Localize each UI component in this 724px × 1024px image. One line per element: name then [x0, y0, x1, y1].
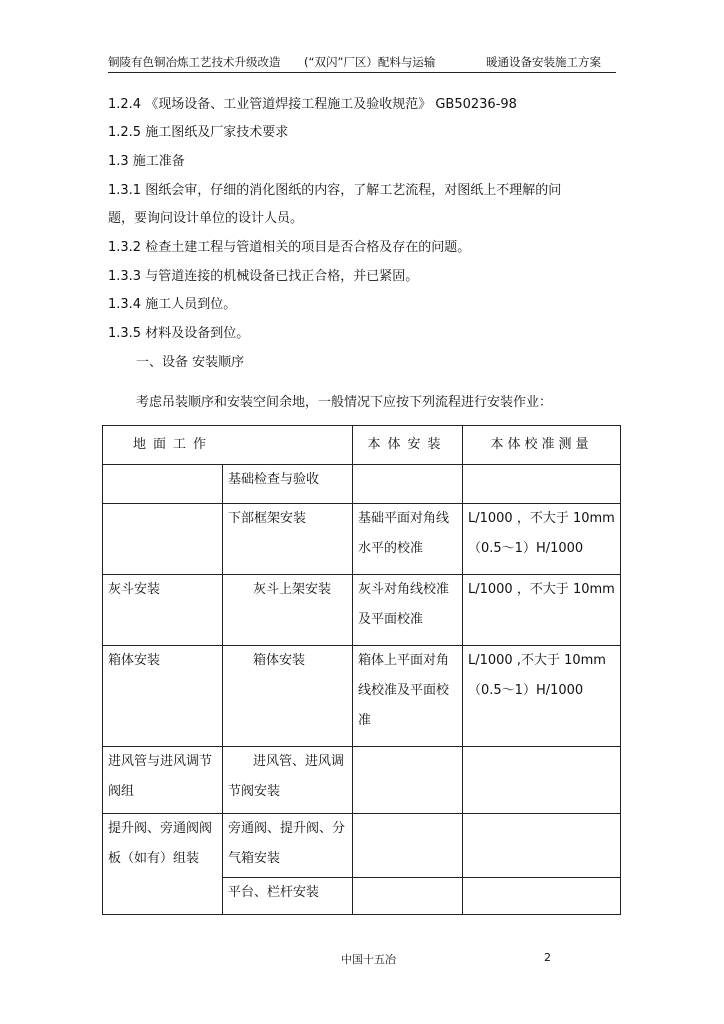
table-row [103, 814, 621, 878]
cell-install: 箱体安装 [223, 646, 353, 747]
clause-1-3-1: 1.3.1 图纸会审，仔细的消化图纸的内容，了解工艺流程，对图纸上不理解的问 [108, 183, 562, 198]
cell-ground: 箱体安装 [103, 646, 223, 747]
cell-calib [353, 465, 463, 504]
cell-measure [463, 465, 621, 504]
cell-install: 旁通阀、提升阀、分气箱安装 [223, 814, 353, 878]
cell-measure [463, 747, 621, 814]
cell-measure [463, 877, 621, 914]
cell-ground [103, 465, 223, 504]
cell-calib: 箱体上平面对角线校准及平面校准 [353, 646, 463, 747]
cell-measure: L/1000 ，不大于 10mm [463, 575, 621, 646]
cell-calib [353, 814, 463, 878]
footer-company: 中国十五冶 [341, 953, 396, 966]
clause-1-3-3: 1.3.3 与管道连接的机械设备已找正合格，并已紧固。 [108, 269, 419, 284]
header-doc-title: 暖通设备安装施工方案 [486, 55, 601, 69]
clause-1-3-4: 1.3.4 施工人员到位。 [108, 297, 237, 312]
header-body-install: 本体安装 [353, 426, 463, 465]
cell-ground: 提升阀、旁通阀阀板（如有）组装 [103, 814, 223, 915]
intro-paragraph: 考虑吊装顺序和安装空间余地，一般情况下应按下列流程进行安装作业： [136, 395, 553, 410]
clause-1-3-1-cont: 题，要询问设计单位的设计人员。 [108, 211, 304, 226]
cell-install: 平台、栏杆安装 [223, 877, 353, 914]
cell-install: 进风管、进风调节阀安装 [223, 747, 353, 814]
cell-calib: 基础平面对角线水平的校准 [353, 504, 463, 575]
header-body-calibration: 本体校准测量 [463, 426, 621, 465]
cell-install: 灰斗上架安装 [223, 575, 353, 646]
clause-1-3-2: 1.3.2 检查土建工程与管道相关的项目是否合格及存在的问题。 [108, 240, 471, 255]
table-row [103, 646, 621, 747]
page-header [108, 52, 616, 73]
cell-measure: L/1000 ,不大于 10mm（0.5～1）H/1000 [463, 646, 621, 747]
clause-1-2-5: 1.2.5 施工图纸及厂家技术要求 [108, 125, 289, 140]
cell-ground: 进风管与进风调节阀组 [103, 747, 223, 814]
header-ground-work: 地面工作 [103, 426, 353, 465]
table-header-row [103, 426, 621, 465]
header-project: 铜陵有色铜冶炼工艺技术升级改造 [108, 55, 281, 69]
cell-ground: 灰斗安装 [103, 575, 223, 646]
table-row [103, 465, 621, 504]
cell-install: 下部框架安装 [223, 504, 353, 575]
clause-1-2-4: 1.2.4 《现场设备、工业管道焊接工程施工及验收规范》 GB50236-98 [108, 97, 517, 112]
cell-calib: 灰斗对角线校准及平面校准 [353, 575, 463, 646]
table-row [103, 575, 621, 646]
cell-measure [463, 814, 621, 878]
cell-calib [353, 877, 463, 914]
cell-ground [103, 504, 223, 575]
section-heading: 一、设备 安装顺序 [136, 355, 245, 370]
page-number: 2 [544, 951, 551, 964]
cell-measure: L/1000 ，不大于 10mm（0.5～1）H/1000 [463, 504, 621, 575]
installation-sequence-table [102, 425, 621, 915]
table-row [103, 504, 621, 575]
cell-install: 基础检查与验收 [223, 465, 353, 504]
cell-calib [353, 747, 463, 814]
table-row [103, 747, 621, 814]
clause-1-3: 1.3 施工准备 [108, 154, 185, 169]
header-area: (“双闪”厂区）配料与运输 [304, 55, 436, 69]
clause-1-3-5: 1.3.5 材料及设备到位。 [108, 326, 250, 341]
